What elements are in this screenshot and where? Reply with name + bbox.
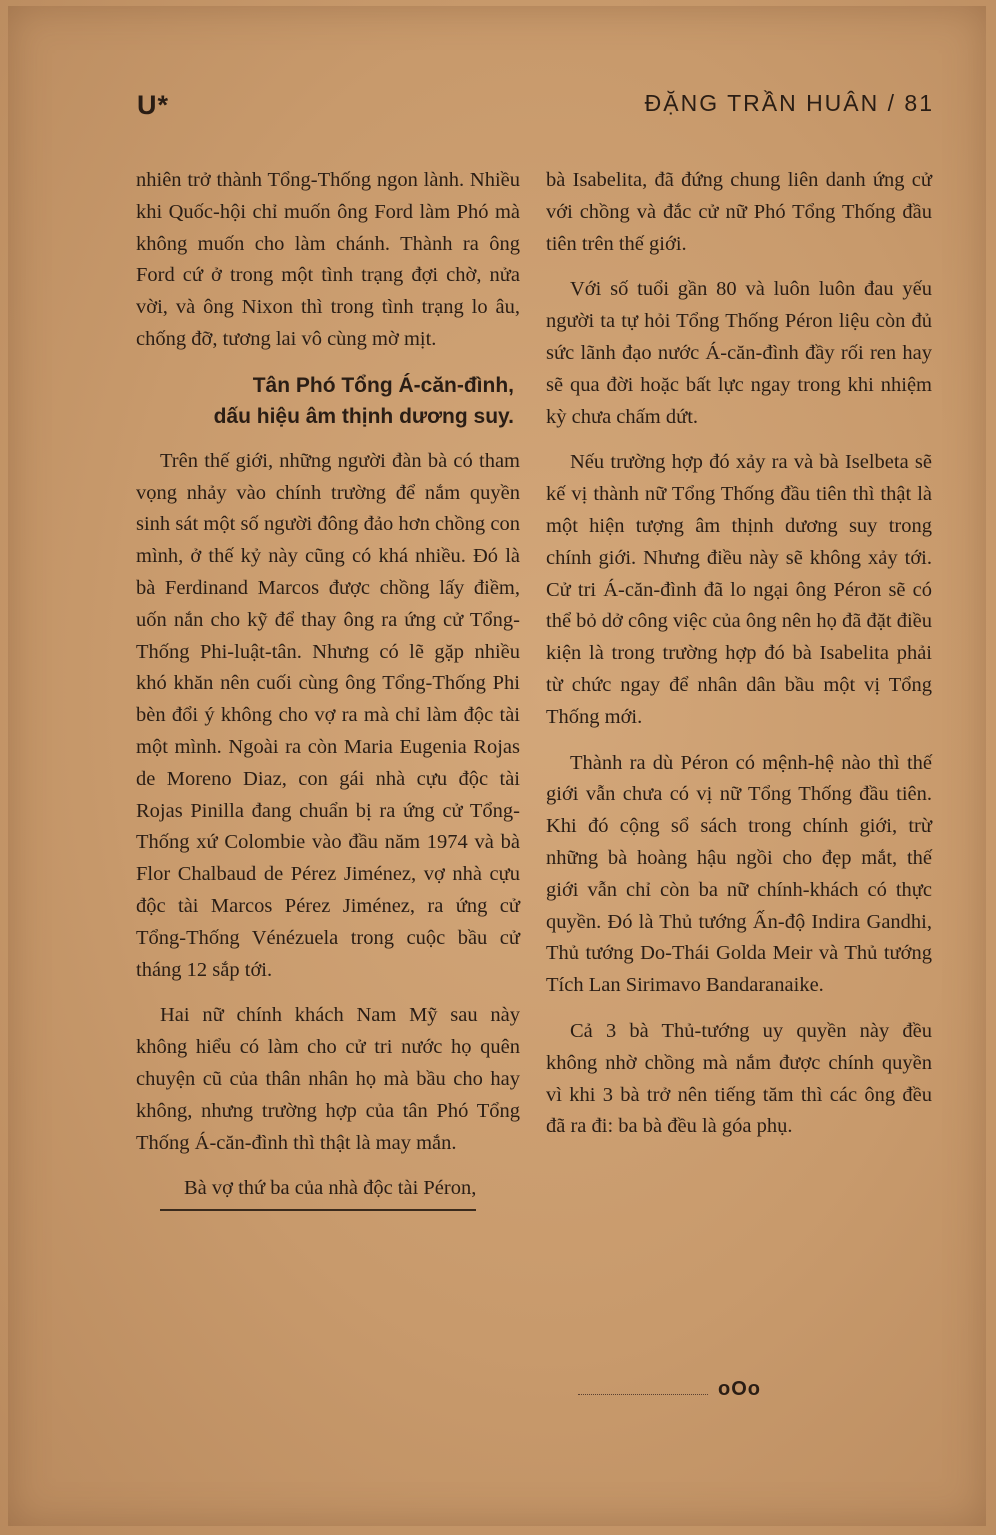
left-paragraph-4-text: Bà vợ thứ ba của nhà độc tài Péron,: [160, 1173, 476, 1211]
header-left-mark: U*: [137, 90, 170, 120]
right-paragraph-5: Cả 3 bà Thủ-tướng uy quyền này đều không nhờ chồng mà nắm được chính quyền vì khi 3 bà trở nên tiếng tăm thì các ông đều đã ra đi: ba bà đều là góa phụ.: [546, 1019, 932, 1138]
right-paragraph-2: Với số tuổi gần 80 và luôn luôn đau yếu người ta tự hỏi Tổng Thống Péron liệu còn đủ sức lãnh đạo nước Á-căn-đình đầy rối ren hay sẽ qua đời hoặc bất lực ngay trong khi nhiệm kỳ chưa chấm dứt.: [546, 278, 932, 428]
right-paragraph-3: Nếu trường hợp đó xảy ra và bà Iselbeta sẽ kế vị thành nữ Tổng Thống đầu tiên thì thật là một hiện tượng âm thịnh dương suy trong chính giới. Nhưng điều này sẽ không xảy tới. Cử tri Á-căn-đình đã lo ngại ông Péron sẽ có thể bỏ dở công việc của ông nên họ đã đặt điều kiện là trong trường hợp đó bà Isabelita phải từ chức ngay để nhân dân bầu một vị Tổng Thống mới.: [546, 451, 932, 728]
header-running-title: ĐẶNG TRẦN HUÂN / 81: [644, 90, 934, 116]
section-heading-line-1: Tân Phó Tổng Á-căn-đình,: [252, 373, 514, 397]
left-column: [136, 165, 520, 1225]
section-heading-line-2: dấu hiệu âm thịnh dương suy.: [213, 404, 514, 428]
end-of-article-mark: [578, 1378, 761, 1408]
left-paragraph-2: Trên thế giới, những người đàn bà có tham vọng nhảy vào chính trường để nắm quyền sinh sát một số người đông đảo hơn chồng con mình, ở thế kỷ này cũng có khá nhiều. Đó là bà Ferdinand Marcos được chồng lấy điềm, uốn nắn cho kỹ để thay ông ra ứng cử Tổng-Thống Phi-luật-tân. Nhưng có lẽ gặp nhiều khó khăn nên cuối cùng ông Tổng-Thống Phi bèn đổi ý không cho vợ ra mà chỉ làm độc tài một mình. Ngoài ra còn Maria Eugenia Rojas de Moreno Diaz, con gái nhà cựu độc tài Rojas Pinilla đang chuẩn bị ra ứng cử Tổng-Thống xứ Colombie vào đầu năm 1974 và bà Flor Chalbaud de Pérez Jiménez, vợ nhà cựu độc tài Marcos Pérez Jiménez, ra ứng cử Tổng-Thống Vénézuela trong cuộc bầu cử tháng 12 sắp tới.: [136, 449, 520, 981]
right-paragraph-1: bà Isabelita, đã đứng chung liên danh ứng cử với chồng và đắc cử nữ Phó Tổng Thống đầu tiên trên thế giới.: [546, 169, 932, 255]
left-paragraph-1: nhiên trở thành Tổng-Thống ngon lành. Nhiều khi Quốc-hội chỉ muốn ông Ford làm Phó mà không muốn cho làm chánh. Thành ra ông Ford cứ ở trong một tình trạng đợi chờ, nửa vời, và ông Nixon thì trong tình trạng lo âu, chống đỡ, tương lai vô cùng mờ mịt.: [136, 169, 520, 350]
section-heading: [136, 370, 520, 432]
left-paragraph-4: [136, 1173, 520, 1211]
right-column: [546, 165, 932, 1157]
end-mark-dotted-rule: [578, 1394, 708, 1395]
end-mark-symbol: oOo: [718, 1378, 761, 1400]
right-paragraph-4: Thành ra dù Péron có mệnh-hệ nào thì thế giới vẫn chưa có vị nữ Tổng Thống đầu tiên. Khi đó cộng sổ sách trong chính giới, trừ những bà hoàng hậu ngồi cho đẹp mắt, thế giới vẫn chỉ còn ba nữ chính-khách có thực quyền. Đó là Thủ tướng Ấn-độ Indira Gandhi, Thủ tướng Do-Thái Golda Meir và Thủ tướng Tích Lan Sirimavo Bandaranaike.: [546, 751, 932, 997]
left-paragraph-3: Hai nữ chính khách Nam Mỹ sau này không hiểu có làm cho cử tri nước họ quên chuyện cũ của thân nhân họ mà bầu cho hay không, nhưng trường hợp của tân Phó Tổng Thống Á-căn-đình thì thật là may mắn.: [136, 1004, 520, 1154]
page-header: [0, 90, 996, 130]
